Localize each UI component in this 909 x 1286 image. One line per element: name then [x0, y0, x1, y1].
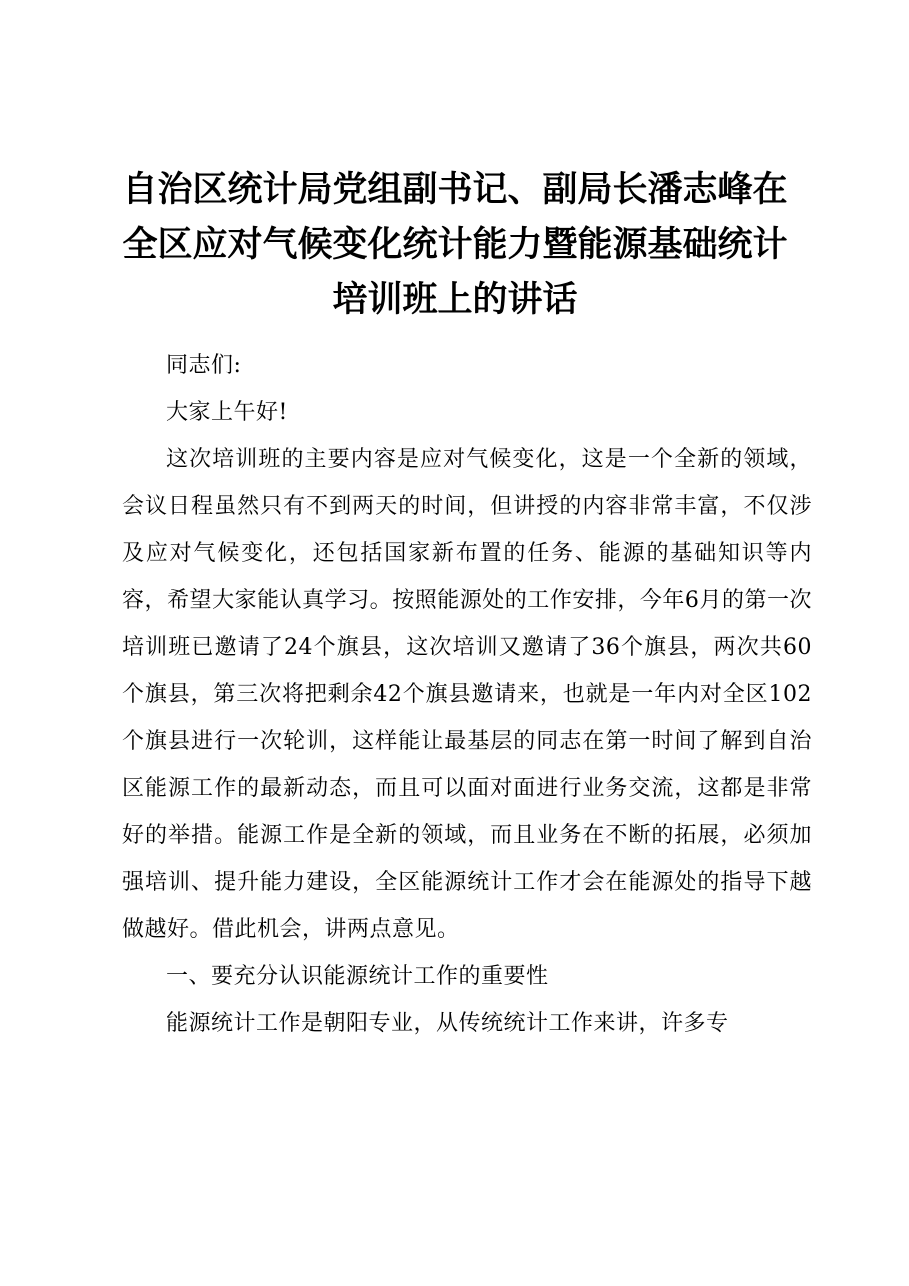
salutation: 同志们:: [166, 353, 242, 378]
document-title: 自治区统计局党组副书记、副局长潘志峰在全区应对气候变化统计能力暨能源基础统计培训班上的讲话: [122, 169, 788, 320]
body-paragraph: 能源统计工作是朝阳专业，从传统统计工作来讲，许多专: [166, 1011, 729, 1036]
body-paragraph: 这次培训班的主要内容是应对气候变化，这是一个全新的领域，会议日程虽然只有不到两天的时间，但讲授的内容非常丰富，不仅涉及应对气候变化，还包括国家新布置的任务、能源的基础知识等内容，希望大家能认真学习。按照能源处的工作安排，今年6月的第一次培训班已邀请了24个旗县，这次培训又邀请了36个旗县，两次共60个旗县，第三次将把剩余42个旗县邀请来，也就是一年内对全区102个旗县进行一次轮训，这样能让最基层的同志在第一时间了解到自治区能源工作的最新动态，而且可以面对面进行业务交流，这都是非常好的举措。能源工作是全新的领域，而且业务在不断的拓展，必须加强培训、提升能力建设，全区能源统计工作才会在能源处的指导下越做越好。借此机会，讲两点意见。: [122, 447, 812, 942]
greeting: 大家上午好!: [166, 400, 288, 425]
document-body: [122, 342, 812, 1047]
section-heading: 一、要充分认识能源统计工作的重要性: [166, 964, 549, 989]
